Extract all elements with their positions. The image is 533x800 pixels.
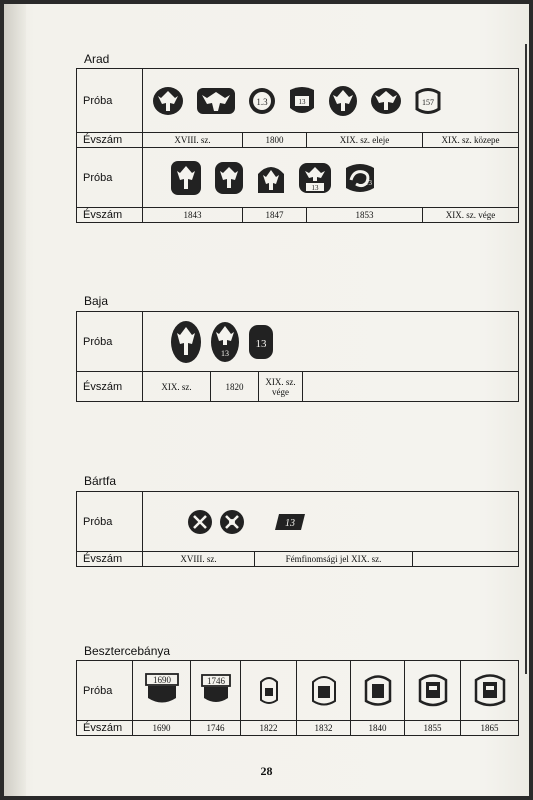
marks-cell	[143, 312, 519, 372]
table-row	[77, 148, 519, 208]
page-gutter	[4, 4, 26, 796]
year-cell: XIX. sz. közepe	[423, 133, 519, 148]
page-number: 28	[260, 764, 273, 778]
mark-cell	[297, 661, 351, 721]
table-arad	[76, 68, 519, 223]
hallmark-number-icon	[247, 322, 275, 362]
mark-date-text: 1690	[152, 674, 171, 685]
svg-text:13: 13	[298, 97, 306, 106]
empty-cell	[303, 372, 519, 402]
year-cell: XIX. sz. eleje	[307, 133, 423, 148]
mark-cell	[351, 661, 405, 721]
hallmark-crown-icon	[247, 86, 277, 116]
year-cell: 1865	[461, 721, 519, 736]
table-besztercebanya	[76, 660, 519, 736]
year-cell: 1843	[143, 208, 243, 223]
svg-text:13: 13	[221, 348, 229, 358]
hallmark-fineness-mark-icon	[273, 512, 307, 532]
empty-cell	[413, 552, 519, 567]
section-title-baja: Baja	[84, 294, 109, 308]
hallmark-dated-shield-icon	[143, 672, 181, 708]
table-row	[77, 133, 519, 148]
hallmark-tower-icon	[169, 158, 203, 198]
svg-text:1.3: 1.3	[256, 96, 268, 107]
year-cell: XVIII. sz.	[143, 133, 243, 148]
table-row	[77, 721, 519, 736]
svg-text:13: 13	[365, 178, 372, 187]
table-baja	[76, 311, 519, 402]
row-label: Próba	[77, 148, 143, 208]
row-label: Évszám	[77, 133, 143, 148]
hallmark-crossed-axes-icon	[187, 509, 213, 535]
hallmark-monogram-icon	[343, 160, 377, 196]
table-row	[77, 552, 519, 567]
table-row	[77, 208, 519, 223]
year-cell: XVIII. sz.	[143, 552, 255, 567]
hallmark-tower-icon	[213, 159, 245, 197]
hallmark-shield-icon	[310, 672, 338, 708]
hallmark-crossed-axes-icon	[219, 509, 245, 535]
marks-cell	[143, 492, 519, 552]
page-edge-shadow	[525, 44, 527, 674]
mark-cell	[461, 661, 519, 721]
row-label: Évszám	[77, 552, 143, 567]
marks-cell	[143, 148, 519, 208]
year-cell: 1746	[191, 721, 241, 736]
marks-cell	[143, 69, 519, 133]
table-bartfa	[76, 491, 519, 567]
table-row	[77, 69, 519, 133]
table-row	[77, 661, 519, 721]
row-label: Próba	[77, 492, 143, 552]
row-label: Próba	[77, 312, 143, 372]
svg-text:13: 13	[255, 337, 267, 350]
row-label: Évszám	[77, 208, 143, 223]
year-cell: XIX. sz. vége	[259, 372, 303, 402]
year-cell: 1820	[211, 372, 259, 402]
hallmark-eagle-icon	[297, 160, 333, 196]
hallmark-monogram-icon	[413, 85, 443, 117]
svg-text:13: 13	[311, 183, 319, 192]
year-cell: 1847	[243, 208, 307, 223]
year-cell: 1853	[307, 208, 423, 223]
hallmark-eagle-icon	[369, 85, 403, 117]
year-cell: 1800	[243, 133, 307, 148]
year-cell: 1832	[297, 721, 351, 736]
row-label: Évszám	[77, 721, 133, 736]
table-row	[77, 372, 519, 402]
hallmark-shield-icon	[417, 671, 449, 709]
mark-cell	[133, 661, 191, 721]
hallmark-tower-icon	[169, 319, 203, 365]
svg-text:13: 13	[285, 517, 295, 529]
table-row	[77, 312, 519, 372]
svg-text:157: 157	[422, 97, 434, 107]
hallmark-shield-icon	[258, 674, 280, 706]
hallmark-shield-icon	[287, 84, 317, 118]
hallmark-shield-icon	[363, 672, 393, 708]
table-row	[77, 492, 519, 552]
row-label: Évszám	[77, 372, 143, 402]
hallmark-shield-icon	[473, 671, 507, 709]
year-cell: 1690	[133, 721, 191, 736]
year-cell: 1840	[351, 721, 405, 736]
hallmark-tower-icon	[209, 319, 241, 365]
hallmark-tower-icon	[255, 160, 287, 196]
mark-date-text: 1746	[206, 675, 225, 686]
year-cell: 1822	[241, 721, 297, 736]
book-page	[4, 4, 529, 796]
year-cell: Fémfinomsági jel XIX. sz.	[255, 552, 413, 567]
hallmark-dated-shield-icon	[199, 673, 233, 707]
year-cell: 1855	[405, 721, 461, 736]
section-title-besztercebanya: Besztercebánya	[84, 644, 171, 658]
year-cell: XIX. sz. vége	[423, 208, 519, 223]
row-label: Próba	[77, 661, 133, 721]
year-cell: XIX. sz.	[143, 372, 211, 402]
section-title-arad: Arad	[84, 52, 110, 66]
row-label: Próba	[77, 69, 143, 133]
mark-cell	[241, 661, 297, 721]
hallmark-eagle-icon	[327, 84, 359, 118]
hallmark-eagle-icon	[195, 85, 237, 117]
mark-cell	[405, 661, 461, 721]
section-title-bartfa: Bártfa	[84, 474, 117, 488]
mark-cell	[191, 661, 241, 721]
hallmark-eagle-icon	[151, 84, 185, 118]
